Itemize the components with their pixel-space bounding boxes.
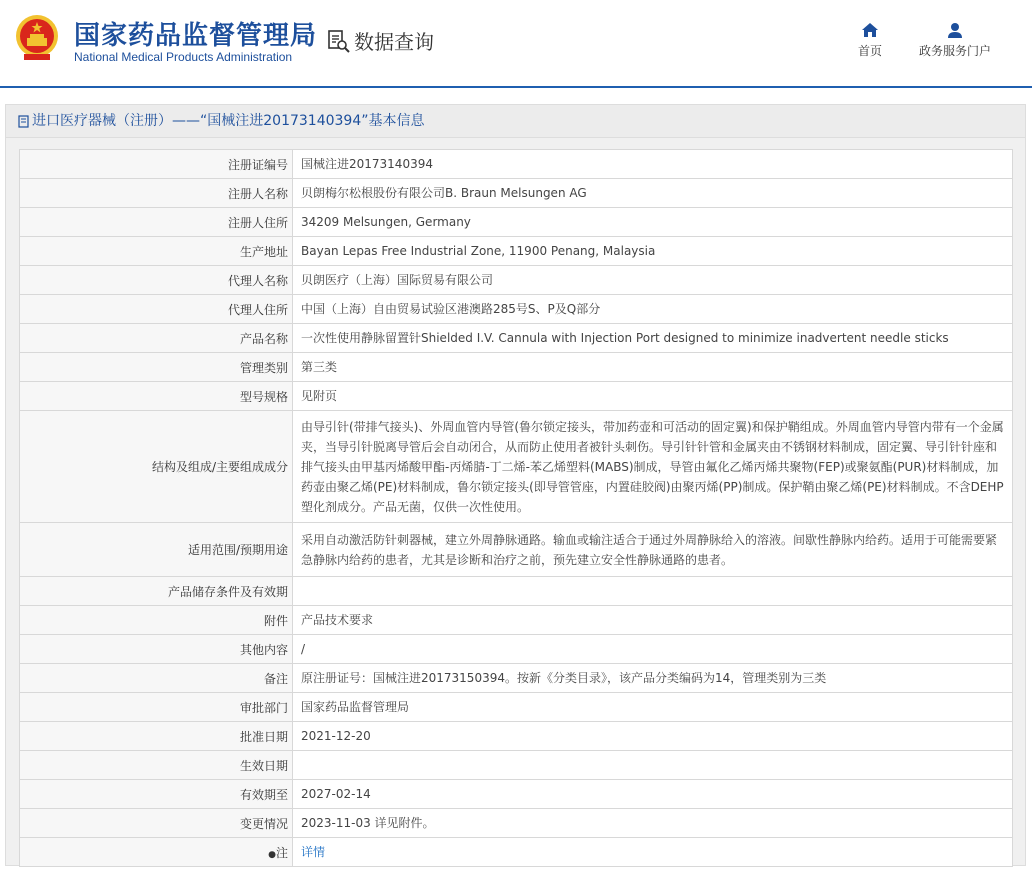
field-label: 结构及组成/主要组成成分	[20, 411, 293, 523]
field-label: 产品储存条件及有效期	[20, 577, 293, 606]
table-row	[20, 324, 1013, 353]
table-row	[20, 523, 1013, 577]
table-row	[20, 577, 1013, 606]
table-row	[20, 606, 1013, 635]
field-label: 适用范围/预期用途	[20, 523, 293, 577]
field-label: 生效日期	[20, 751, 293, 780]
details-link[interactable]: 详情	[301, 845, 326, 859]
detail-panel	[5, 104, 1026, 866]
table-row	[20, 353, 1013, 382]
table-row	[20, 150, 1013, 179]
table-row	[20, 208, 1013, 237]
field-label: 生产地址	[20, 237, 293, 266]
table-row	[20, 664, 1013, 693]
nav-home[interactable]	[856, 22, 884, 59]
note-label-cell	[20, 838, 293, 867]
field-label: 产品名称	[20, 324, 293, 353]
home-icon	[861, 22, 879, 38]
field-value-cell	[293, 838, 1013, 867]
field-label: 变更情况	[20, 809, 293, 838]
field-value: 2023-11-03 详见附件。	[293, 809, 1013, 838]
nav-portal-label: 政务服务门户	[918, 44, 991, 58]
field-value: 2021-12-20	[293, 722, 1013, 751]
detail-table	[19, 149, 1013, 867]
table-row	[20, 809, 1013, 838]
field-value: Bayan Lepas Free Industrial Zone, 11900 Penang, Malaysia	[293, 237, 1013, 266]
national-emblem-icon	[14, 14, 60, 62]
field-value: 原注册证号：国械注进20173150394。按新《分类目录》，该产品分类编码为14，管理类别为三类	[293, 664, 1013, 693]
document-icon	[18, 115, 30, 128]
table-row	[20, 635, 1013, 664]
nav-service-portal[interactable]	[916, 22, 994, 59]
user-icon	[946, 22, 964, 38]
field-label: 型号规格	[20, 382, 293, 411]
field-label: 审批部门	[20, 693, 293, 722]
field-value	[293, 577, 1013, 606]
agency-name-en: National Medical Products Administration	[74, 50, 293, 64]
field-value: 贝朗医疗（上海）国际贸易有限公司	[293, 266, 1013, 295]
field-label: 备注	[20, 664, 293, 693]
field-value: 见附页	[293, 382, 1013, 411]
field-label: 注册人名称	[20, 179, 293, 208]
field-value: 第三类	[293, 353, 1013, 382]
field-label: 有效期至	[20, 780, 293, 809]
table-row	[20, 411, 1013, 523]
table-row	[20, 295, 1013, 324]
field-value: 贝朗梅尔松根股份有限公司B. Braun Melsungen AG	[293, 179, 1013, 208]
field-label: 代理人住所	[20, 295, 293, 324]
field-label: 管理类别	[20, 353, 293, 382]
field-value: 国家药品监督管理局	[293, 693, 1013, 722]
agency-name-cn: 国家药品监督管理局	[74, 21, 318, 51]
nav-home-label: 首页	[857, 44, 882, 58]
panel-title	[6, 105, 1025, 138]
table-row	[20, 693, 1013, 722]
field-label: 附件	[20, 606, 293, 635]
table-row	[20, 722, 1013, 751]
document-search-icon	[326, 28, 352, 54]
field-label: 注册人住所	[20, 208, 293, 237]
pin-icon: ●	[268, 849, 276, 860]
table-row	[20, 751, 1013, 780]
field-value: 2027-02-14	[293, 780, 1013, 809]
table-row	[20, 266, 1013, 295]
field-label: 代理人名称	[20, 266, 293, 295]
panel-title-text: 进口医疗器械（注册）——“国械注进20173140394”基本信息	[32, 113, 425, 129]
table-row	[20, 237, 1013, 266]
table-row	[20, 838, 1013, 867]
field-value: /	[293, 635, 1013, 664]
field-value: 34209 Melsungen, Germany	[293, 208, 1013, 237]
field-label: 注	[275, 845, 288, 860]
field-value: 产品技术要求	[293, 606, 1013, 635]
table-row	[20, 382, 1013, 411]
table-row	[20, 780, 1013, 809]
field-label: 注册证编号	[20, 150, 293, 179]
site-header	[0, 0, 1032, 88]
field-value: 一次性使用静脉留置针Shielded I.V. Cannula with Injection Port designed to minimize inadvertent needle sticks	[293, 324, 1013, 353]
data-query-label: 数据查询	[354, 30, 434, 54]
field-value: 由导引针(带排气接头)、外周血管内导管(鲁尔锁定接头，带加药壶和可活动的固定翼)和保护鞘组成。外周血管内导管内带有一个金属夹，当导引针脱离导管后会自动闭合，从而防止使用者被针头刺伤。导引针针管和金属夹由不锈钢材料制成，固定翼、导引针针座和排气接头由甲基丙烯酸甲酯-丙烯腈-丁二烯-苯乙烯塑料(MABS)制成，导管由氟化乙烯丙烯共聚物(FEP)或聚氨酯(PUR)材料制成，加药壶由聚乙烯(PE)材料制成，鲁尔锁定接头(即导管管座，内置硅胶阀)由聚丙烯(PP)制成。保护鞘由聚乙烯(PE)材料制成。不含DEHP塑化剂成分。产品无菌，仅供一次性使用。	[293, 411, 1013, 523]
table-row	[20, 179, 1013, 208]
field-label: 批准日期	[20, 722, 293, 751]
field-value: 国械注进20173140394	[293, 150, 1013, 179]
field-value	[293, 751, 1013, 780]
field-value: 采用自动激活防针刺器械，建立外周静脉通路。输血或输注适合于通过外周静脉给入的溶液。间歇性静脉内给药。适用于可能需要紧急静脉内给药的患者，尤其是诊断和治疗之前，预先建立安全性静脉通路的患者。	[293, 523, 1013, 577]
field-value: 中国（上海）自由贸易试验区港澳路285号S、P及Q部分	[293, 295, 1013, 324]
field-label: 其他内容	[20, 635, 293, 664]
data-query-link[interactable]	[326, 26, 434, 55]
